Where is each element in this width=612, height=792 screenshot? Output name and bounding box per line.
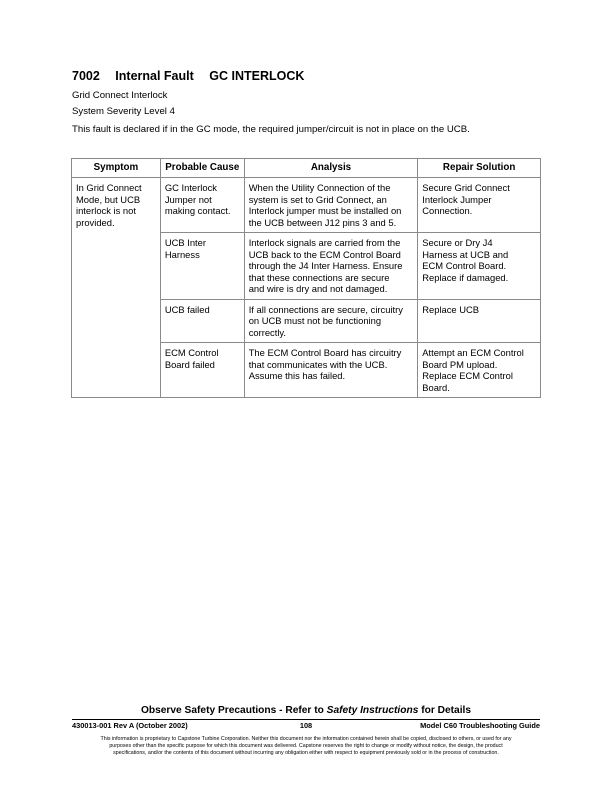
text-line: through the J4 Inter Harness. Ensure: [248, 260, 403, 271]
safety-notice-text: Observe Safety Precautions - Refer to: [140, 705, 327, 716]
text-line: Mode, but UCB: [76, 193, 141, 205]
text-line: and wire is dry and not damaged.: [248, 283, 388, 294]
cause-cell: [160, 233, 244, 300]
text-line: Interlock Jumper: [422, 193, 492, 205]
text-line: provided.: [76, 216, 115, 228]
text-line: If all connections are secure, circuitry: [248, 303, 403, 315]
text-line: ECM Control Board.: [422, 260, 507, 271]
safety-notice-tail: for Details: [418, 705, 472, 716]
severity-level: System Severity Level 4: [72, 106, 175, 117]
text-line: UCB failed: [164, 303, 210, 315]
document-number: 430013-001 Rev A (October 2002): [72, 721, 188, 730]
text-line: specifications, and/or the contents of this document without incurring any obligation either with respect to equipment previously sold or in the process of construction.: [113, 750, 499, 756]
cause-cell: [160, 343, 244, 398]
table-header-row: [72, 159, 541, 178]
text-line: Board.: [422, 381, 450, 393]
text-line: Assume this has failed.: [248, 370, 346, 381]
solution-cell: [418, 343, 541, 398]
fault-heading: [72, 69, 316, 83]
analysis-cell: [244, 343, 418, 398]
text-line: UCB back to the ECM Control Board: [248, 248, 401, 260]
legal-notice: [72, 736, 540, 757]
troubleshooting-table: [71, 158, 541, 398]
header-symptom: Symptom: [72, 159, 161, 178]
text-line: making contact.: [164, 205, 231, 216]
solution-cell: [418, 178, 541, 233]
text-line: GC Interlock: [164, 182, 217, 193]
text-line: purposes other than the specific purpose for which this document was delivered. Capstone reserves the right to change or modify without notice, the design, the product: [109, 743, 503, 749]
text-line: In Grid Connect: [76, 182, 142, 193]
text-line: Attempt an ECM Control: [422, 347, 524, 358]
text-line: ECM Control: [164, 347, 219, 358]
header-analysis: Analysis: [244, 159, 418, 178]
cause-cell: [160, 178, 244, 233]
safety-notice: [0, 705, 612, 716]
text-line: Secure Grid Connect: [422, 182, 510, 193]
text-line: The ECM Control Board has circuitry: [248, 347, 402, 358]
cause-cell: [160, 299, 244, 343]
safety-notice-emphasis: Safety Instructions: [326, 705, 419, 716]
text-line: Secure or Dry J4: [422, 237, 493, 248]
text-line: Replace ECM Control: [422, 370, 513, 381]
text-line: that these connections are secure: [248, 271, 390, 283]
analysis-cell: [244, 233, 418, 300]
text-line: When the Utility Connection of the: [248, 182, 391, 193]
symptom-cell: [72, 178, 161, 398]
text-line: Board failed: [164, 358, 215, 370]
header-probable-cause: Probable Cause: [160, 159, 244, 178]
fault-subtitle: Grid Connect Interlock: [72, 90, 168, 101]
text-line: on UCB must not be functioning: [248, 315, 382, 326]
analysis-cell: [244, 178, 418, 233]
fault-description: This fault is declared if in the GC mode, the required jumper/circuit is not in place on the UCB.: [72, 124, 470, 135]
text-line: system is set to Grid Connect, an: [248, 193, 387, 205]
solution-cell: [418, 299, 541, 343]
fault-name: Internal Fault: [115, 69, 194, 83]
text-line: the UCB between J12 pins 3 and 5.: [248, 216, 397, 228]
text-line: correctly.: [248, 326, 287, 338]
text-line: Jumper not: [164, 193, 212, 205]
header-repair-solution: Repair Solution: [418, 159, 541, 178]
text-line: Replace if damaged.: [422, 271, 509, 283]
footer-divider: [72, 719, 540, 720]
text-line: UCB Inter: [164, 237, 207, 248]
text-line: that communicates with the UCB.: [248, 358, 388, 370]
text-line: Interlock jumper must be installed on: [248, 205, 402, 216]
page-number: 108: [299, 721, 313, 730]
text-line: Replace UCB: [422, 303, 480, 315]
solution-cell: [418, 233, 541, 300]
guide-title: Model C60 Troubleshooting Guide: [420, 721, 540, 730]
text-line: Board PM upload.: [422, 358, 498, 370]
text-line: Harness: [164, 248, 200, 260]
text-line: interlock is not: [76, 205, 136, 216]
text-line: This information is proprietary to Capstone Turbine Corporation. Neither this document nor the information contained herein shall be copied, disclosed to others, or used for any: [100, 736, 512, 742]
analysis-cell: [244, 299, 418, 343]
fault-title: GC INTERLOCK: [209, 69, 305, 83]
text-line: Connection.: [422, 205, 473, 216]
table-row: [72, 178, 541, 233]
text-line: Interlock signals are carried from the: [248, 237, 401, 248]
fault-code: 7002: [72, 69, 100, 83]
text-line: Harness at UCB and: [422, 248, 509, 260]
